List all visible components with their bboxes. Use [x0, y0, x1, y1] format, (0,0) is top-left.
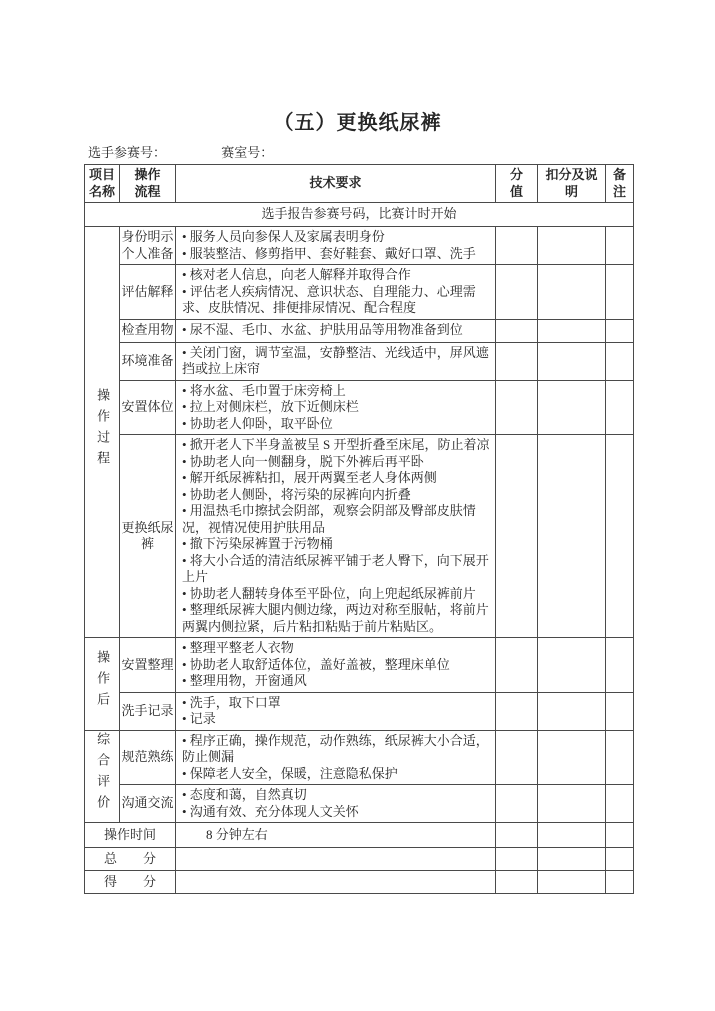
- remark-cell: [606, 823, 634, 848]
- tech-item: • 核对老人信息，向老人解释并取得合作: [182, 267, 411, 282]
- table-row: [85, 380, 634, 435]
- score-cell: [496, 435, 538, 638]
- score-cell: [496, 265, 538, 320]
- tech-item: • 沟通有效、充分体现人文关怀: [182, 803, 359, 819]
- tech-item: • 尿不湿、毛巾、水盆、护肤用品等用物准备到位: [182, 322, 463, 338]
- process-step-cell: 沟通交流: [120, 785, 176, 823]
- deduction-cell: [538, 435, 606, 638]
- col-header-deduction: 扣分及说 明: [538, 165, 606, 203]
- deduction-cell: [538, 785, 606, 823]
- table-row: [85, 435, 634, 638]
- group-label-text: 操作过程: [95, 387, 111, 472]
- remark-cell: [606, 319, 634, 342]
- room-number-label: 赛室号：: [221, 145, 274, 160]
- tech-item: • 将大小合适的清洁纸尿裤平铺于老人臀下，向下展开上片: [182, 552, 489, 584]
- final-score-value-cell: [176, 871, 496, 894]
- process-step-cell: 规范熟练: [120, 730, 176, 785]
- score-cell: [496, 823, 538, 848]
- score-cell: [496, 730, 538, 785]
- tech-item: • 协助老人侧卧，将污染的尿裤向内折叠: [182, 486, 411, 502]
- tech-item: • 整理用物，开窗通风: [182, 673, 307, 688]
- score-cell: [496, 319, 538, 342]
- tech-requirements-cell: [176, 319, 496, 342]
- operation-time-value: 8 分钟左右: [176, 823, 496, 848]
- tech-item: • 洗手，取下口罩: [182, 694, 281, 710]
- operation-time-label: 操作时间: [85, 823, 176, 848]
- process-step-cell: 评估解释: [120, 265, 176, 320]
- remark-cell: [606, 785, 634, 823]
- tech-item: • 关闭门窗，调节室温，安静整洁、光线适中，屏风遮挡或拉上床帘: [182, 344, 489, 376]
- tech-item: • 协助老人取舒适体位，盖好盖被，整理床单位: [182, 656, 450, 672]
- announce-row: [85, 203, 634, 227]
- table-row: [85, 785, 634, 823]
- col-header-project-name: 项目 名称: [85, 165, 120, 203]
- tech-requirements-cell: [176, 785, 496, 823]
- remark-cell: [606, 435, 634, 638]
- process-step-cell: 检查用物: [120, 319, 176, 342]
- score-cell: [496, 638, 538, 693]
- tech-item: • 记录: [182, 711, 216, 726]
- tech-item: • 整理平整老人衣物: [182, 640, 294, 655]
- tech-item: • 协助老人向一侧翻身，脱下外裤后再平卧: [182, 453, 424, 469]
- process-step-cell: 洗手记录: [120, 692, 176, 730]
- tech-requirements-cell: [176, 638, 496, 693]
- tech-requirements-cell: [176, 265, 496, 320]
- process-step-cell: 环境准备: [120, 342, 176, 380]
- deduction-cell: [538, 342, 606, 380]
- score-cell: [496, 871, 538, 894]
- deduction-cell: [538, 227, 606, 265]
- final-score-row: [85, 871, 634, 894]
- score-cell: [496, 692, 538, 730]
- meta-line: [88, 142, 715, 159]
- remark-cell: [606, 265, 634, 320]
- remark-cell: [606, 871, 634, 894]
- group-label-operation-process: [85, 227, 120, 638]
- tech-requirements-cell: [176, 380, 496, 435]
- tech-item: • 程序正确，操作规范，动作熟练，纸尿裤大小合适，防止侧漏: [182, 732, 489, 764]
- score-cell: [496, 785, 538, 823]
- tech-requirements-cell: [176, 692, 496, 730]
- group-label-text: 综合评价: [95, 732, 111, 816]
- tech-item: • 拉上对侧床栏，放下近侧床栏: [182, 399, 359, 414]
- process-step-cell: 安置整理: [120, 638, 176, 693]
- tech-item: • 服装整洁、修剪指甲、套好鞋套、戴好口罩、洗手: [182, 245, 476, 261]
- tech-item: • 将水盆、毛巾置于床旁椅上: [182, 382, 346, 398]
- table-row: [85, 692, 634, 730]
- deduction-cell: [538, 871, 606, 894]
- deduction-cell: [538, 848, 606, 871]
- tech-requirements-cell: [176, 227, 496, 265]
- group-label-after-operation: [85, 638, 120, 731]
- col-header-operation-process: 操作 流程: [120, 165, 176, 203]
- operation-time-row: [85, 823, 634, 848]
- tech-item: • 保障老人安全，保暖，注意隐私保护: [182, 765, 398, 781]
- col-header-remark: 备 注: [606, 165, 634, 203]
- table-row: [85, 342, 634, 380]
- contestant-number-label: 选手参赛号：: [88, 145, 167, 160]
- group-label-overall-evaluation: [85, 730, 120, 823]
- score-table: [84, 164, 634, 894]
- tech-requirements-cell: [176, 342, 496, 380]
- tech-requirements-cell: [176, 435, 496, 638]
- score-cell: [496, 380, 538, 435]
- remark-cell: [606, 342, 634, 380]
- announce-text: 选手报告参赛号码，比赛计时开始: [85, 203, 634, 227]
- process-step-cell: 身份明示个人准备: [120, 227, 176, 265]
- group-label-text: 操作后: [95, 650, 111, 713]
- tech-item: • 撤下污染尿裤置于污物桶: [182, 536, 333, 551]
- total-score-row: [85, 848, 634, 871]
- score-cell: [496, 848, 538, 871]
- total-score-label: 总 分: [85, 848, 176, 871]
- page-title: （五）更换纸尿裤: [273, 112, 442, 134]
- deduction-cell: [538, 638, 606, 693]
- remark-cell: [606, 848, 634, 871]
- deduction-cell: [538, 692, 606, 730]
- tech-item: • 用温热毛巾擦拭会阴部，观察会阴部及臀部皮肤情况，视情况使用护肤用品: [182, 503, 476, 535]
- deduction-cell: [538, 380, 606, 435]
- remark-cell: [606, 380, 634, 435]
- table-row: [85, 227, 634, 265]
- remark-cell: [606, 730, 634, 785]
- total-score-value-cell: [176, 848, 496, 871]
- deduction-cell: [538, 730, 606, 785]
- tech-requirements-cell: [176, 730, 496, 785]
- table-row: [85, 319, 634, 342]
- process-step-cell: 更换纸尿裤: [120, 435, 176, 638]
- remark-cell: [606, 692, 634, 730]
- tech-item: • 协助老人翻转身体至平卧位，向上兜起纸尿裤前片: [182, 585, 476, 601]
- tech-item: • 评估老人疾病情况、意识状态、自理能力、心理需求、皮肤情况、排便排尿情况、配合程度: [182, 283, 476, 315]
- tech-item: • 整理纸尿裤大腿内侧边缘，两边对称至服帖，将前片两翼内侧拉紧，后片粘扣粘贴于前片粘贴区。: [182, 602, 489, 634]
- final-score-label: 得 分: [85, 871, 176, 894]
- process-step-cell: 安置体位: [120, 380, 176, 435]
- deduction-cell: [538, 823, 606, 848]
- table-row: [85, 638, 634, 693]
- tech-item: • 态度和蔼，自然真切: [182, 787, 307, 802]
- score-cell: [496, 342, 538, 380]
- tech-item: • 服务人员向参保人及家属表明身份: [182, 229, 385, 244]
- remark-cell: [606, 638, 634, 693]
- table-row: [85, 265, 634, 320]
- tech-item: • 协助老人仰卧，取平卧位: [182, 415, 333, 431]
- tech-item: • 掀开老人下半身盖被呈 S 开型折叠至床尾，防止着凉: [182, 437, 490, 452]
- deduction-cell: [538, 319, 606, 342]
- header-row: [85, 165, 634, 203]
- tech-item: • 解开纸尿裤粘扣，展开两翼至老人身体两侧: [182, 470, 437, 485]
- deduction-cell: [538, 265, 606, 320]
- col-header-score: 分 值: [496, 165, 538, 203]
- table-row: [85, 730, 634, 785]
- score-cell: [496, 227, 538, 265]
- col-header-tech-requirements: 技术要求: [176, 165, 496, 203]
- remark-cell: [606, 227, 634, 265]
